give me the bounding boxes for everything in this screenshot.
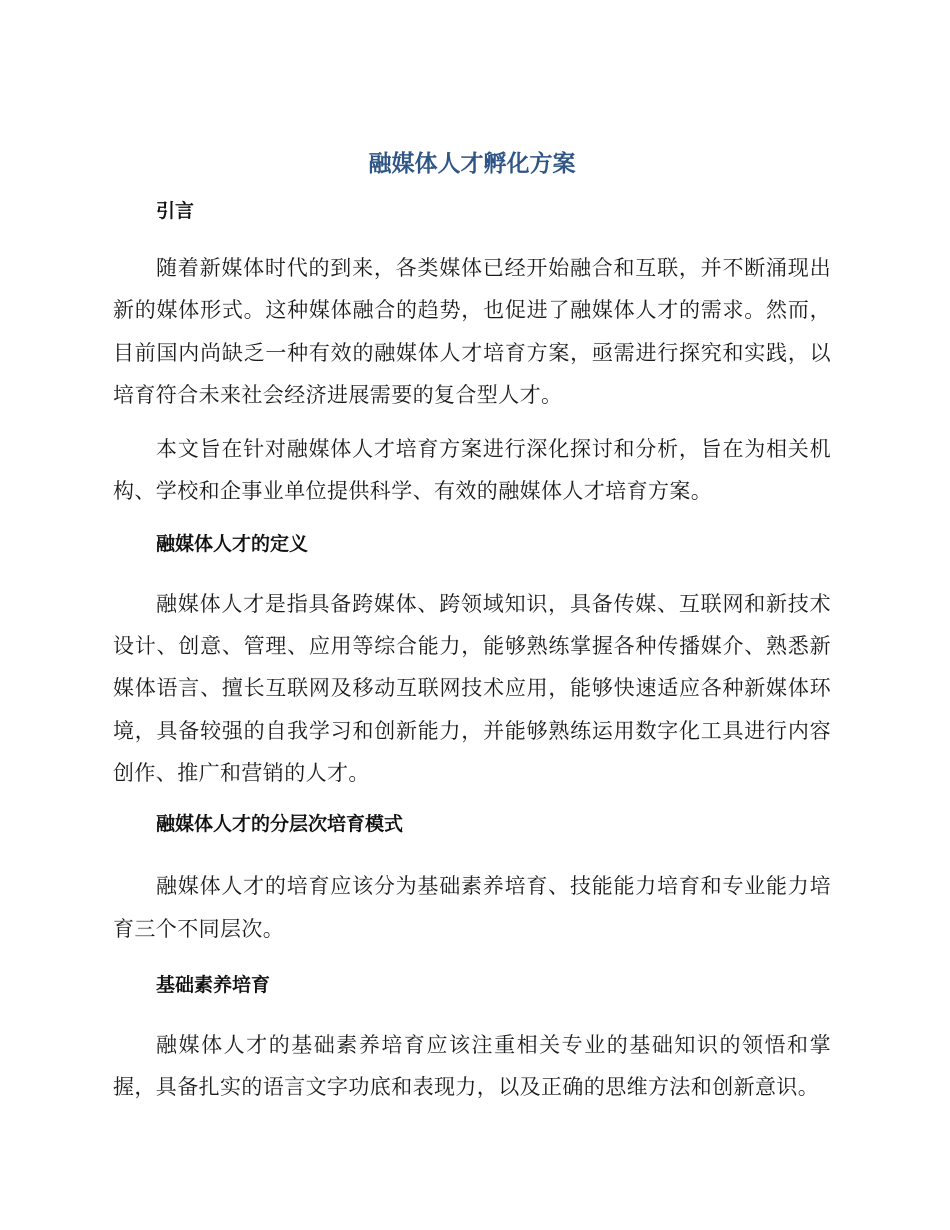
document-page: [113, 140, 831, 1108]
definition-paragraph: 融媒体人才是指具备跨媒体、跨领域知识，具备传媒、互联网和新技术设计、创意、管理、应用等综合能力，能够熟练掌握各种传播媒介、熟悉新媒体语言、擅长互联网及移动互联网技术应用，能够快速适应各种新媒体环境，具备较强的自我学习和创新能力，并能够熟练运用数字化工具进行内容创作、推广和营销的人才。: [113, 591, 831, 785]
intro-paragraph-1: 随着新媒体时代的到来，各类媒体已经开始融合和互联，并不断涌现出新的媒体形式。这种媒体融合的趋势，也促进了融媒体人才的需求。然而，目前国内尚缺乏一种有效的融媒体人才培育方案，亟需进行探究和实践，以培育符合未来社会经济进展需要的复合型人才。: [113, 256, 831, 407]
section-heading-basic-literacy: 基础素养培育: [156, 973, 271, 996]
intro-paragraph-2: 本文旨在针对融媒体人才培育方案进行深化探讨和分析，旨在为相关机构、学校和企事业单位提供科学、有效的融媒体人才培育方案。: [113, 437, 831, 504]
document-title: 融媒体人才孵化方案: [368, 151, 576, 177]
layered-model-paragraph: 融媒体人才的培育应该分为基础素养培育、技能能力培育和专业能力培育三个不同层次。: [113, 874, 831, 941]
section-heading-definition: 融媒体人才的定义: [156, 532, 309, 555]
section-heading-layered-model: 融媒体人才的分层次培育模式: [156, 813, 404, 836]
basic-literacy-paragraph: 融媒体人才的基础素养培育应该注重相关专业的基础知识的领悟和掌握，具备扎实的语言文字功底和表现力，以及正确的思维方法和创新意识。: [113, 1032, 831, 1100]
section-heading-intro: 引言: [156, 200, 195, 222]
